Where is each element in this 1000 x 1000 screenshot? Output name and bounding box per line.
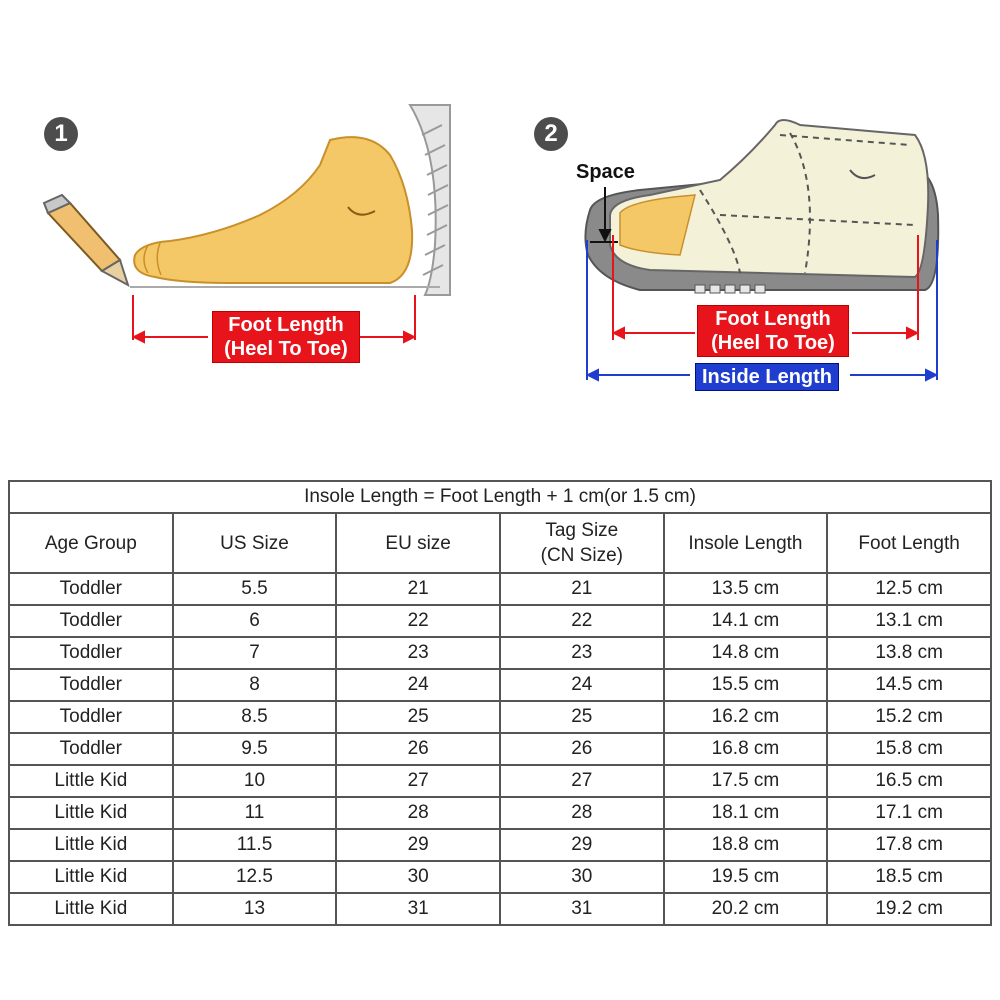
cell-us-size: 11.5 xyxy=(173,829,337,861)
cell-insole-length: 13.5 cm xyxy=(664,573,828,605)
table-row xyxy=(9,797,991,829)
cell-age-group: Toddler xyxy=(9,669,173,701)
cell-insole-length: 18.1 cm xyxy=(664,797,828,829)
cell-eu-size: 30 xyxy=(336,861,500,893)
cell-insole-length: 16.2 cm xyxy=(664,701,828,733)
cell-age-group: Toddler xyxy=(9,701,173,733)
header-foot-length: Foot Length xyxy=(827,513,991,573)
shoe-tread xyxy=(695,285,765,293)
foot-length-label-line1: Foot Length xyxy=(228,314,344,336)
table-caption-row xyxy=(9,481,991,513)
size-chart-table xyxy=(8,480,992,926)
table-row xyxy=(9,701,991,733)
header-tag-size: Tag Size (CN Size) xyxy=(500,513,664,573)
table-row xyxy=(9,861,991,893)
cell-foot-length: 15.8 cm xyxy=(827,733,991,765)
step-two-badge: 2 xyxy=(534,117,568,151)
cell-tag-size: 25 xyxy=(500,701,664,733)
cell-tag-size: 23 xyxy=(500,637,664,669)
cell-tag-size: 29 xyxy=(500,829,664,861)
pencil-icon xyxy=(44,195,128,285)
cell-age-group: Toddler xyxy=(9,605,173,637)
cell-age-group: Little Kid xyxy=(9,893,173,925)
cell-us-size: 13 xyxy=(173,893,337,925)
cell-us-size: 8.5 xyxy=(173,701,337,733)
wall-icon xyxy=(410,105,450,295)
header-eu-size: EU size xyxy=(336,513,500,573)
cell-eu-size: 29 xyxy=(336,829,500,861)
cell-tag-size: 28 xyxy=(500,797,664,829)
table-row xyxy=(9,573,991,605)
table-row xyxy=(9,733,991,765)
cell-insole-length: 14.8 cm xyxy=(664,637,828,669)
cell-age-group: Little Kid xyxy=(9,861,173,893)
cell-insole-length: 18.8 cm xyxy=(664,829,828,861)
cell-us-size: 12.5 xyxy=(173,861,337,893)
table-row xyxy=(9,829,991,861)
cell-tag-size: 31 xyxy=(500,893,664,925)
table-row xyxy=(9,605,991,637)
cell-foot-length: 17.8 cm xyxy=(827,829,991,861)
table-row xyxy=(9,669,991,701)
cell-eu-size: 21 xyxy=(336,573,500,605)
foot-length-label-line2: (Heel To Toe) xyxy=(224,338,348,360)
table-row xyxy=(9,893,991,925)
header-insole-length: Insole Length xyxy=(664,513,828,573)
cell-eu-size: 23 xyxy=(336,637,500,669)
table-row xyxy=(9,637,991,669)
cell-insole-length: 15.5 cm xyxy=(664,669,828,701)
figure-shoe-measure xyxy=(520,95,960,400)
shoe-foot-length-label xyxy=(697,305,849,357)
cell-eu-size: 24 xyxy=(336,669,500,701)
foot-shape xyxy=(134,137,412,283)
table-header-row xyxy=(9,513,991,573)
header-us-size: US Size xyxy=(173,513,337,573)
cell-tag-size: 26 xyxy=(500,733,664,765)
cell-foot-length: 14.5 cm xyxy=(827,669,991,701)
cell-eu-size: 28 xyxy=(336,797,500,829)
cell-insole-length: 16.8 cm xyxy=(664,733,828,765)
cell-foot-length: 12.5 cm xyxy=(827,573,991,605)
cell-foot-length: 15.2 cm xyxy=(827,701,991,733)
cell-us-size: 8 xyxy=(173,669,337,701)
step-one-badge: 1 xyxy=(44,117,78,151)
cell-tag-size: 30 xyxy=(500,861,664,893)
cell-eu-size: 31 xyxy=(336,893,500,925)
cell-tag-size: 21 xyxy=(500,573,664,605)
shoe-foot-length-label-line1: Foot Length xyxy=(715,308,831,330)
cell-eu-size: 27 xyxy=(336,765,500,797)
cell-tag-size: 24 xyxy=(500,669,664,701)
cell-foot-length: 18.5 cm xyxy=(827,861,991,893)
cell-insole-length: 17.5 cm xyxy=(664,765,828,797)
cell-us-size: 6 xyxy=(173,605,337,637)
cell-tag-size: 22 xyxy=(500,605,664,637)
cell-foot-length: 17.1 cm xyxy=(827,797,991,829)
cell-us-size: 5.5 xyxy=(173,573,337,605)
cell-tag-size: 27 xyxy=(500,765,664,797)
cell-us-size: 10 xyxy=(173,765,337,797)
header-age-group: Age Group xyxy=(9,513,173,573)
cell-eu-size: 25 xyxy=(336,701,500,733)
space-label: Space xyxy=(576,161,635,183)
cell-age-group: Toddler xyxy=(9,637,173,669)
cell-eu-size: 22 xyxy=(336,605,500,637)
cell-age-group: Toddler xyxy=(9,733,173,765)
cell-foot-length: 16.5 cm xyxy=(827,765,991,797)
cell-eu-size: 26 xyxy=(336,733,500,765)
cell-us-size: 9.5 xyxy=(173,733,337,765)
shoe-foot-length-label-line2: (Heel To Toe) xyxy=(711,332,835,354)
cell-foot-length: 13.1 cm xyxy=(827,605,991,637)
cell-us-size: 11 xyxy=(173,797,337,829)
cell-insole-length: 19.5 cm xyxy=(664,861,828,893)
cell-foot-length: 19.2 cm xyxy=(827,893,991,925)
table-caption: Insole Length = Foot Length + 1 cm(or 1.5 cm) xyxy=(9,481,991,513)
figure-foot-measure xyxy=(30,95,460,395)
cell-foot-length: 13.8 cm xyxy=(827,637,991,669)
cell-age-group: Little Kid xyxy=(9,797,173,829)
cell-age-group: Little Kid xyxy=(9,829,173,861)
inside-length-label: Inside Length xyxy=(695,363,839,391)
cell-insole-length: 20.2 cm xyxy=(664,893,828,925)
cell-us-size: 7 xyxy=(173,637,337,669)
foot-length-label xyxy=(212,311,360,363)
table-row xyxy=(9,765,991,797)
cell-age-group: Toddler xyxy=(9,573,173,605)
cell-age-group: Little Kid xyxy=(9,765,173,797)
cell-insole-length: 14.1 cm xyxy=(664,605,828,637)
